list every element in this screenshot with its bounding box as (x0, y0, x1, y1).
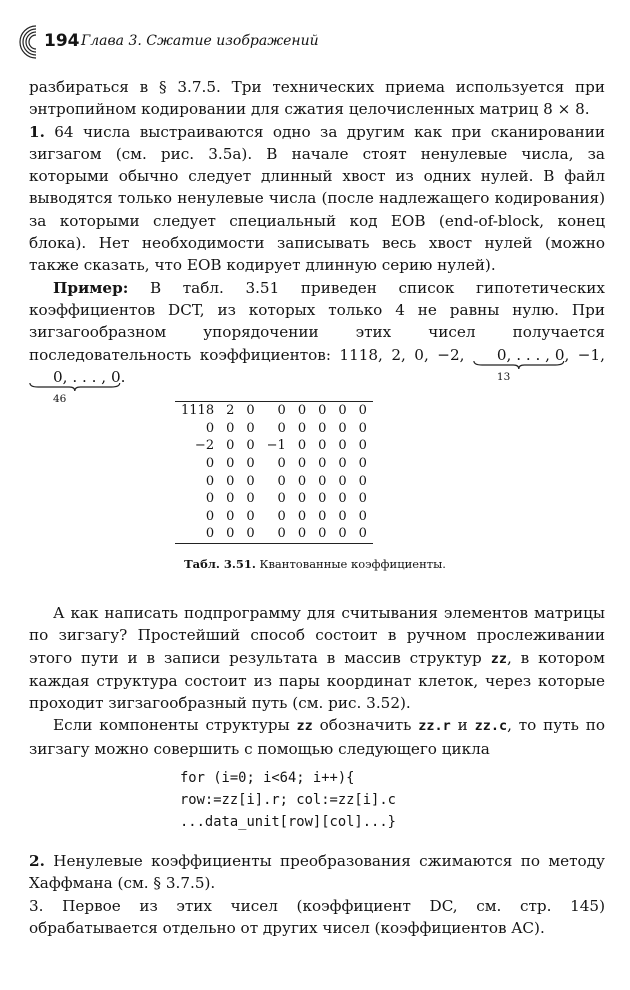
code-line: ...data_unit[row][col]...} (180, 814, 396, 830)
table-row (175, 437, 373, 455)
table-cell: 0 (220, 525, 240, 543)
table-cell: 0 (277, 456, 286, 472)
text-block-top (29, 76, 605, 405)
table-cell: 0 (292, 525, 312, 543)
table-cell: 0 (297, 438, 307, 454)
table-cell: 0 (312, 402, 332, 420)
table-cell: 0 (332, 525, 352, 543)
table-cell: 0 (205, 508, 215, 524)
table-row (175, 402, 373, 420)
table-cell: −2 (194, 438, 215, 454)
paragraph-item-1: 1. 64 числа выстраиваются одно за другим как при сканировании зигзагом (см. рис. 3.5а). В начале стоят ненулевые числа, за которыми обычно следует длинный хвост из одних нулей. В файл выводятся только ненулевые числа (после надлежащего кодирования) за которыми следует специальный код EOB (end-of-block, конец блока). Нет необходимости записывать весь хвост нулей (можно также сказать, что EOB кодирует длинную серию нулей). (29, 122, 605, 275)
table-cell: 0 (205, 420, 215, 436)
table-cell: 2 (220, 402, 240, 420)
table-cell: 0 (353, 402, 373, 420)
table-cell: 0 (318, 491, 327, 507)
table-cell: 0 (297, 420, 307, 436)
table-cell: 0 (246, 491, 255, 507)
table-cell: 0 (358, 473, 367, 489)
chapter-title: Глава 3. Сжатие изображений (81, 33, 319, 49)
table-row (175, 455, 373, 473)
table-cell: 0 (205, 473, 215, 489)
table-cell: 0 (353, 525, 373, 543)
table-cell: 0 (318, 508, 327, 524)
table-cell: 0 (226, 473, 235, 489)
paragraph-example: Пример: В табл. 3.51 приведен список гипотетических коэффициентов DCT, из которых только 4 не равны нулю. При зигзагообразном упорядочении этих чисел получается последовательность коэффициентов: 1118, 2, 0, −2, 0, . . . , 0 13 , −1, 0, . . . , 0 46 . (29, 278, 605, 405)
paragraph-intro: разбираться в § 3.7.5. Три технических приема используется при энтропийном кодировании для сжатия целочисленных матриц 8 × 8. (29, 78, 605, 119)
table-cell: 0 (246, 420, 255, 436)
table-cell: 0 (297, 508, 307, 524)
code-listing (180, 767, 396, 833)
table-cell: 0 (205, 456, 215, 472)
table-cell: 0 (277, 473, 286, 489)
coefficient-table (175, 401, 373, 544)
code-line: for (i=0; i<64; i++){ (180, 770, 355, 786)
table-cell: 0 (318, 473, 327, 489)
table-cell: 0 (205, 491, 215, 507)
table-row (175, 508, 373, 526)
paragraph-item-2: 2. Ненулевые коэффициенты преобразования сжимаются по методу Хаффмана (см. § 3.7.5). (29, 852, 605, 893)
code-line: row:=zz[i].r; col:=zz[i].c (180, 792, 396, 808)
table-cell: 0 (261, 525, 292, 543)
table-row (175, 420, 373, 438)
table-cell: 0 (226, 438, 235, 454)
table-cell: 0 (338, 473, 347, 489)
table-cell: 0 (240, 525, 260, 543)
table-cell: 0 (246, 508, 255, 524)
table-caption: Табл. 3.51. Квантованные коэффициенты. (184, 557, 446, 571)
table-cell: 0 (358, 508, 367, 524)
brace-group-13: 0, . . . , 0 13 (473, 344, 565, 366)
table-cell: 0 (246, 456, 255, 472)
table-cell: −1 (266, 438, 286, 454)
table-row (175, 490, 373, 508)
table-cell: 0 (358, 438, 367, 454)
paragraph-item-3: 3. Первое из этих чисел (коэффициент DC, см. стр. 145) обрабатывается отдельно от других чисел (коэффициентов AC). (29, 896, 605, 937)
table-cell: 0 (226, 491, 235, 507)
table-cell: 0 (312, 525, 332, 543)
table-cell: 0 (318, 438, 327, 454)
table-cell: 0 (318, 456, 327, 472)
page-number: 194 (44, 31, 80, 51)
table-cell: 0 (240, 402, 260, 420)
table-cell: 0 (297, 491, 307, 507)
table-cell: 0 (297, 473, 307, 489)
table-cell: 0 (338, 491, 347, 507)
table-row (175, 525, 373, 543)
table-cell: 0 (338, 438, 347, 454)
table-cell: 0 (332, 402, 352, 420)
table-cell: 0 (246, 473, 255, 489)
paragraph-struct-fields: Если компоненты структуры zz обозначить zz.r и zz.c, то путь по зигзагу можно совершить с помощью следующего цикла (29, 716, 605, 758)
table-cell: 0 (318, 420, 327, 436)
table-cell: 0 (338, 420, 347, 436)
brace-group-46: 0, . . . , 0 46 (29, 366, 121, 388)
table-cell: 0 (226, 420, 235, 436)
table-cell: 0 (277, 420, 286, 436)
table-cell: 0 (261, 402, 292, 420)
table-cell: 0 (358, 420, 367, 436)
table-cell: 0 (297, 456, 307, 472)
table-cell: 0 (338, 508, 347, 524)
text-block-middle (29, 602, 605, 760)
page-header (14, 22, 614, 62)
table-cell: 0 (358, 456, 367, 472)
table-cell: 0 (338, 456, 347, 472)
table-cell: 0 (277, 491, 286, 507)
table-cell: 0 (277, 508, 286, 524)
table-cell: 0 (175, 525, 220, 543)
table-cell: 0 (246, 438, 255, 454)
table-row (175, 472, 373, 490)
table-cell: 0 (226, 456, 235, 472)
table-cell: 0 (292, 402, 312, 420)
text-block-bottom (29, 850, 605, 939)
table-cell: 0 (226, 508, 235, 524)
paragraph-zigzag-question: А как написать подпрограмму для считывания элементов матрицы по зигзагу? Простейший способ состоит в ручном прослеживании этого пути и в записи результата в массив структур zz, в котором каждая структура состоит из пары координат клеток, через которые проходит зигзагообразный путь (см. рис. 3.52). (29, 604, 605, 713)
table-cell: 1118 (175, 402, 220, 420)
table-cell: 0 (358, 491, 367, 507)
